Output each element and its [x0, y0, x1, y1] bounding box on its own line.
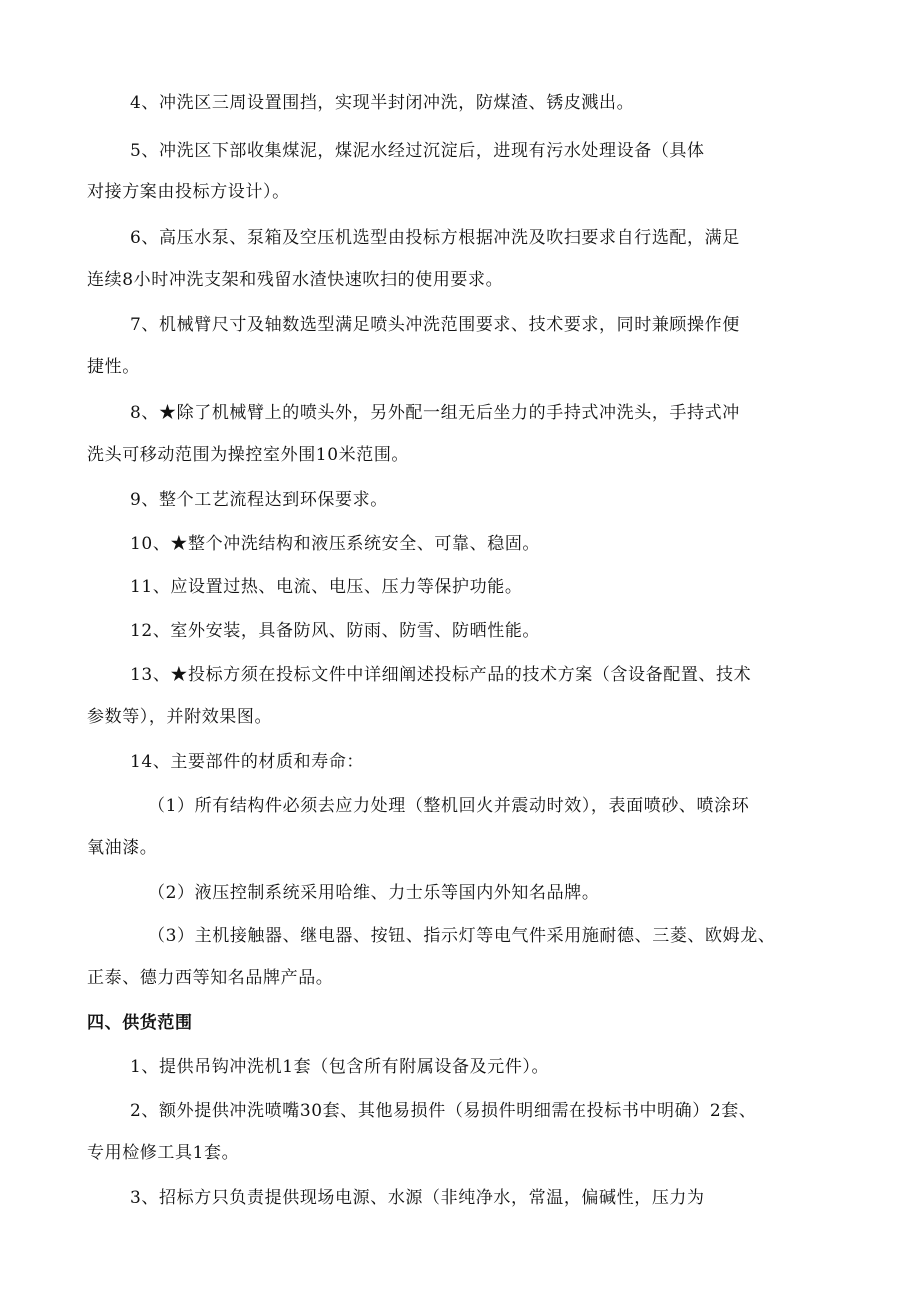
supply-item-1: 1、提供吊钩冲洗机1套（包含所有附属设备及元件）。 — [130, 1057, 550, 1077]
supply-item-2-line-2: 专用检修工具1套。 — [87, 1143, 240, 1163]
subitem-2: （2）液压控制系统采用哈维、力士乐等国内外知名品牌。 — [148, 883, 600, 903]
paragraph-item-12: 12、室外安装，具备防风、防雨、防雪、防晒性能。 — [130, 621, 541, 641]
paragraph-item-13-line-1: 13、★投标方须在投标文件中详细阐述投标产品的技术方案（含设备配置、技术 — [130, 665, 752, 685]
supply-item-2-line-1: 2、额外提供冲洗喷嘴30套、其他易损件（易损件明细需在投标书中明确）2套、 — [130, 1101, 757, 1121]
paragraph-item-7-line-2: 捷性。 — [87, 357, 140, 377]
paragraph-item-6-line-2: 连续8小时冲洗支架和残留水渣快速吹扫的使用要求。 — [87, 270, 504, 290]
section-heading-supply-scope: 四、供货范围 — [87, 1013, 193, 1033]
subitem-3-line-1: （3）主机接触器、继电器、按钮、指示灯等电气件采用施耐德、三菱、欧姆龙、 — [148, 926, 776, 946]
paragraph-item-10: 10、★整个冲洗结构和液压系统安全、可靠、稳固。 — [130, 534, 541, 554]
subitem-1-line-2: 氧油漆。 — [87, 838, 158, 858]
paragraph-item-8-line-1: 8、★除了机械臂上的喷头外，另外配一组无后坐力的手持式冲洗头，手持式冲 — [130, 403, 740, 423]
subitem-1-line-1: （1）所有结构件必须去应力处理（整机回火并震动时效），表面喷砂、喷涂环 — [148, 796, 750, 816]
paragraph-item-9: 9、整个工艺流程达到环保要求。 — [130, 490, 388, 510]
subitem-3-line-2: 正泰、德力西等知名品牌产品。 — [87, 968, 334, 988]
paragraph-item-14: 14、主要部件的材质和寿命： — [130, 752, 365, 772]
paragraph-item-13-line-2: 参数等），并附效果图。 — [87, 707, 273, 727]
paragraph-item-6-line-1: 6、高压水泵、泵箱及空压机选型由投标方根据冲洗及吹扫要求自行选配，满足 — [130, 228, 740, 248]
paragraph-item-8-line-2: 洗头可移动范围为操控室外围10米范围。 — [87, 445, 410, 465]
paragraph-item-11: 11、应设置过热、电流、电压、压力等保护功能。 — [130, 577, 523, 597]
paragraph-item-4: 4、冲洗区三周设置围挡，实现半封闭冲洗，防煤渣、锈皮溅出。 — [130, 93, 635, 113]
paragraph-item-5-line-2: 对接方案由投标方设计）。 — [87, 182, 290, 202]
supply-item-3-line-1: 3、招标方只负责提供现场电源、水源（非纯净水，常温，偏碱性，压力为 — [130, 1188, 705, 1208]
paragraph-item-7-line-1: 7、机械臂尺寸及轴数选型满足喷头冲洗范围要求、技术要求，同时兼顾操作便 — [130, 315, 740, 335]
paragraph-item-5-line-1: 5、冲洗区下部收集煤泥，煤泥水经过沉淀后，进现有污水处理设备（具体 — [130, 141, 705, 161]
